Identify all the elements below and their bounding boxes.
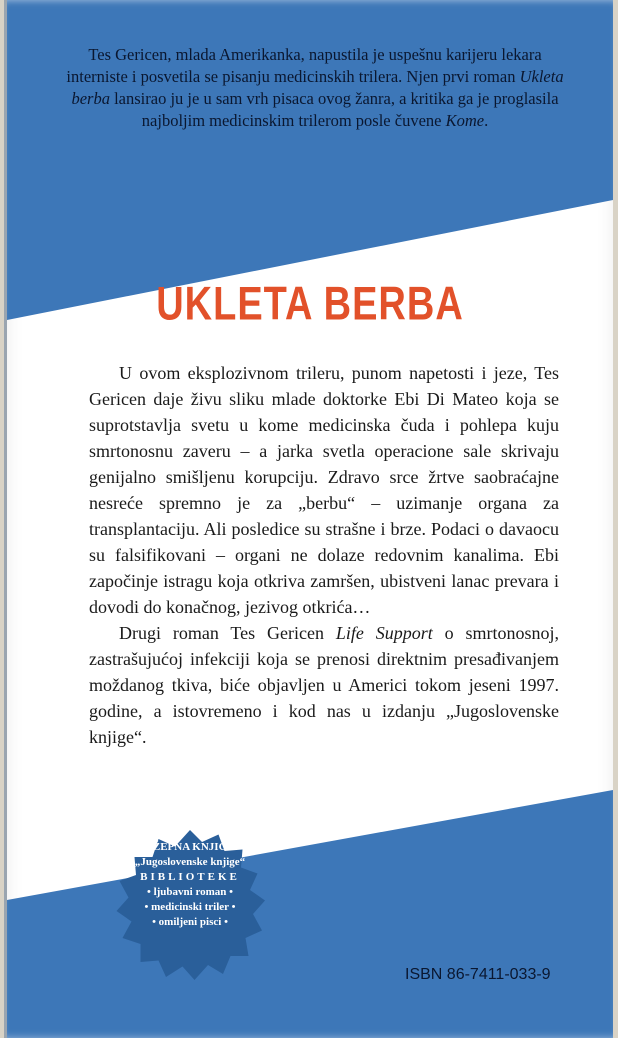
author-blurb-part2: lansirao ju je u sam vrh pisaca ovog žanra, a kritika ga je proglasila najboljim medicinskim trilerom posle čuvene [109,89,559,130]
description-paragraph-2 [89,620,559,750]
first-novel-title: Ukleta berba [71,67,564,108]
badge-line-4: • ljubavni roman • [146,886,234,898]
coma-reference: Kome [445,111,485,130]
author-blurb-part1: Tes Gericen, mlada Amerikanka, napustila je uspešnu karijeru lekara interniste i posvetila se pisanju medicinskih trilera. Njen prvi roman [66,45,542,86]
badge-text [115,840,265,930]
isbn-number: ISBN 86-7411-033-9 [405,966,551,983]
life-support-title: Life Support [335,623,433,643]
badge-line-6: • omiljeni pisci • [152,916,228,928]
back-cover [4,0,613,1038]
badge-line-3: BIBLIOTEKE [140,871,240,883]
description-paragraph-1: U ovom eksplozivnom trileru, punom napetosti i jeze, Tes Gericen daje živu sliku mlade doktorke Ebi Di Mateo koja se suprotstavlja svetu u kome medicinska čuda i pohlepa kuju smrtonosnu zaveru – a jarka svetla operacione sale skrivaju genijalno smišljenu korupciju. Zdravo srce žrtve saobraćajne nesreće spremno je za „berbu“ – uzimanje organa za transplantaciju. Ali posledice su strašne i brze. Podaci o davaocu su falsifikovani – organi ne dolaze redovnim kanalima. Ebi započinje istragu koja otkriva zamršen, ubistveni lanac prevara i dovodi do konačnog, jezivog otkrića… [89,363,559,617]
author-blurb [65,44,565,132]
author-blurb-part3: . [484,111,489,130]
badge-line-5: • medicinski triler • [144,901,236,913]
book-description [89,360,559,750]
book-title: UKLETA BERBA [156,278,464,331]
badge-line-2: „Jugoslovenske knjige“ [134,856,246,868]
paragraph2-start: Drugi roman Tes Gericen [119,623,336,643]
badge-line-1: DŽEPNA KNJIGA [144,841,236,853]
paragraph2-end: o smrtonosnoj, zastrašujućoj infekciji koja se prenosi direktnim presađivanjem moždanog tkiva, biće objavljen u Americi tokom jeseni 1997. godine, a istovremeno i kod nas u izdanju „Jugoslovenske knjige“. [89,623,559,747]
bottom-blue-band [7,790,613,1038]
